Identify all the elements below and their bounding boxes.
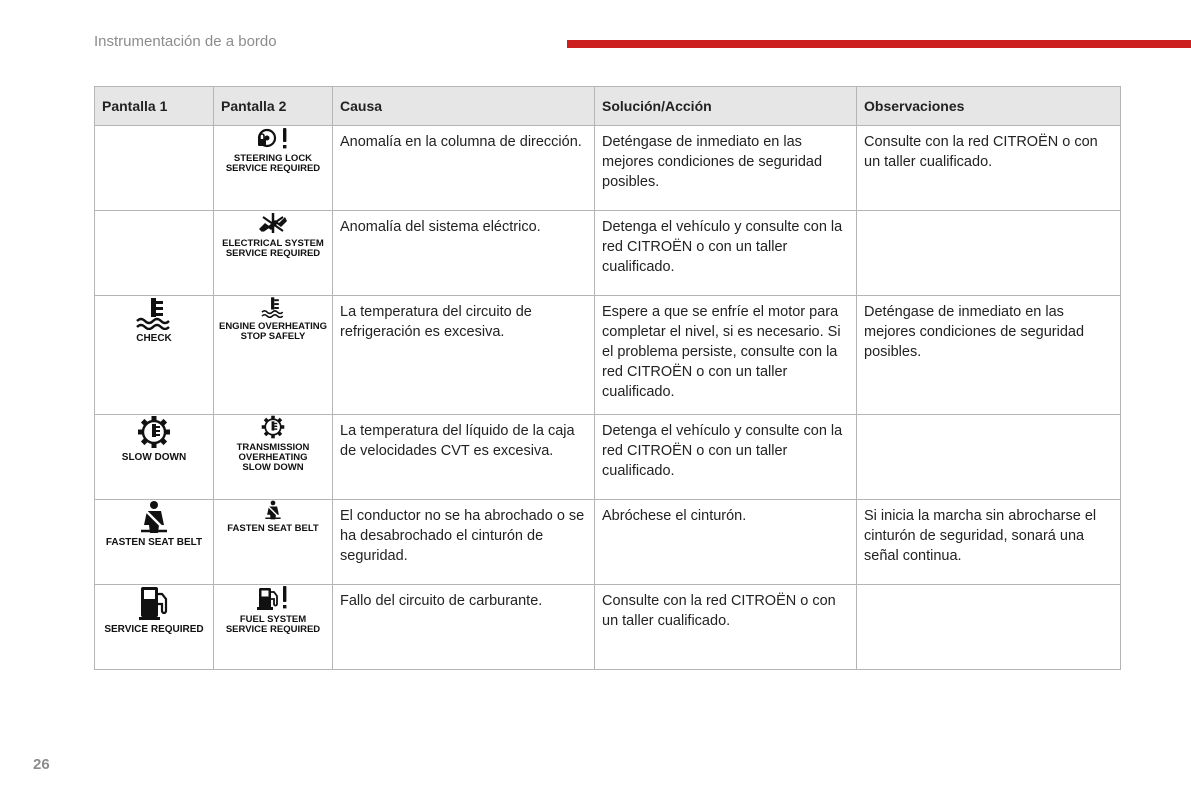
action-cell: Espere a que se enfríe el motor para completar el nivel, si es necesario. Si el problema persiste, consulte con la red CITROËN o con un taller cualificado.: [595, 296, 857, 415]
action-cell: Consulte con la red CITROËN o con un taller cualificado.: [595, 585, 857, 670]
screen2-cell: [214, 211, 333, 296]
table-row: [95, 585, 1121, 670]
notes-cell: Si inicia la marcha sin abrocharse el cinturón de seguridad, sonará una señal continua.: [857, 500, 1121, 585]
screen2-cell: [214, 415, 333, 500]
screen1-caption: SLOW DOWN: [121, 452, 187, 463]
column-header-action: Solución/Acción: [595, 87, 857, 126]
action-cell: Detenga el vehículo y consulte con la red CITROËN o con un taller cualificado.: [595, 211, 857, 296]
cause-cell: El conductor no se ha abrochado o se ha desabrochado el cinturón de seguridad.: [333, 500, 595, 585]
steering-lock-icon: [255, 126, 291, 150]
screen2-caption: ENGINE OVERHEATING STOP SAFELY: [218, 321, 328, 342]
cause-cell: Fallo del circuito de carburante.: [333, 585, 595, 670]
notes-cell: Consulte con la red CITROËN o con un taller cualificado.: [857, 126, 1121, 211]
table-row: [95, 211, 1121, 296]
screen2-cell: [214, 500, 333, 585]
notes-cell: [857, 211, 1121, 296]
coolant-temperature-icon: [260, 296, 286, 318]
screen2-caption: FASTEN SEAT BELT: [227, 523, 319, 534]
fuel-system-icon: [256, 585, 290, 611]
table-row: [95, 415, 1121, 500]
cause-cell: La temperatura del circuito de refrigeración es excesiva.: [333, 296, 595, 415]
screen1-caption: FASTEN SEAT BELT: [105, 537, 203, 548]
column-header-screen2: Pantalla 2: [214, 87, 333, 126]
table-row: [95, 296, 1121, 415]
coolant-temperature-icon: [134, 296, 174, 330]
screen2-caption: FUEL SYSTEM SERVICE REQUIRED: [225, 614, 321, 635]
warning-lights-table: [94, 86, 1121, 670]
screen1-cell: [95, 500, 214, 585]
table-row: [95, 126, 1121, 211]
screen1-cell: [95, 415, 214, 500]
seat-belt-icon: [139, 500, 169, 534]
table-header-row: [95, 87, 1121, 126]
action-cell: Abróchese el cinturón.: [595, 500, 857, 585]
header-title: Instrumentación de a bordo: [94, 33, 277, 50]
column-header-notes: Observaciones: [857, 87, 1121, 126]
screen2-cell: [214, 585, 333, 670]
action-cell: Detenga el vehículo y consulte con la red CITROËN o con un taller cualificado.: [595, 415, 857, 500]
screen2-caption: STEERING LOCK SERVICE REQUIRED: [225, 153, 321, 174]
table-row: [95, 500, 1121, 585]
transmission-temperature-icon: [261, 415, 285, 439]
action-cell: Deténgase de inmediato en las mejores condiciones de seguridad posibles.: [595, 126, 857, 211]
cause-cell: Anomalía en la columna de dirección.: [333, 126, 595, 211]
screen2-caption: TRANSMISSION OVERHEATING SLOW DOWN: [236, 442, 310, 473]
notes-cell: Deténgase de inmediato en las mejores condiciones de seguridad posibles.: [857, 296, 1121, 415]
header-accent-bar: [567, 40, 1191, 48]
screen1-caption: CHECK: [136, 333, 172, 344]
screen1-caption: SERVICE REQUIRED: [104, 624, 204, 635]
cause-cell: La temperatura del líquido de la caja de velocidades CVT es excesiva.: [333, 415, 595, 500]
cause-cell: Anomalía del sistema eléctrico.: [333, 211, 595, 296]
electrical-system-icon: [255, 211, 291, 235]
notes-cell: [857, 415, 1121, 500]
column-header-screen1: Pantalla 1: [95, 87, 214, 126]
screen2-cell: [214, 296, 333, 415]
screen2-caption: ELECTRICAL SYSTEM SERVICE REQUIRED: [222, 238, 324, 259]
screen1-cell: [95, 585, 214, 670]
transmission-temperature-icon: [137, 415, 171, 449]
screen2-cell: [214, 126, 333, 211]
notes-cell: [857, 585, 1121, 670]
seat-belt-icon: [264, 500, 282, 520]
column-header-cause: Causa: [333, 87, 595, 126]
page-number: 26: [33, 756, 50, 773]
screen1-cell: [95, 296, 214, 415]
fuel-pump-icon: [138, 585, 170, 621]
screen1-cell: [95, 126, 214, 211]
screen1-cell: [95, 211, 214, 296]
